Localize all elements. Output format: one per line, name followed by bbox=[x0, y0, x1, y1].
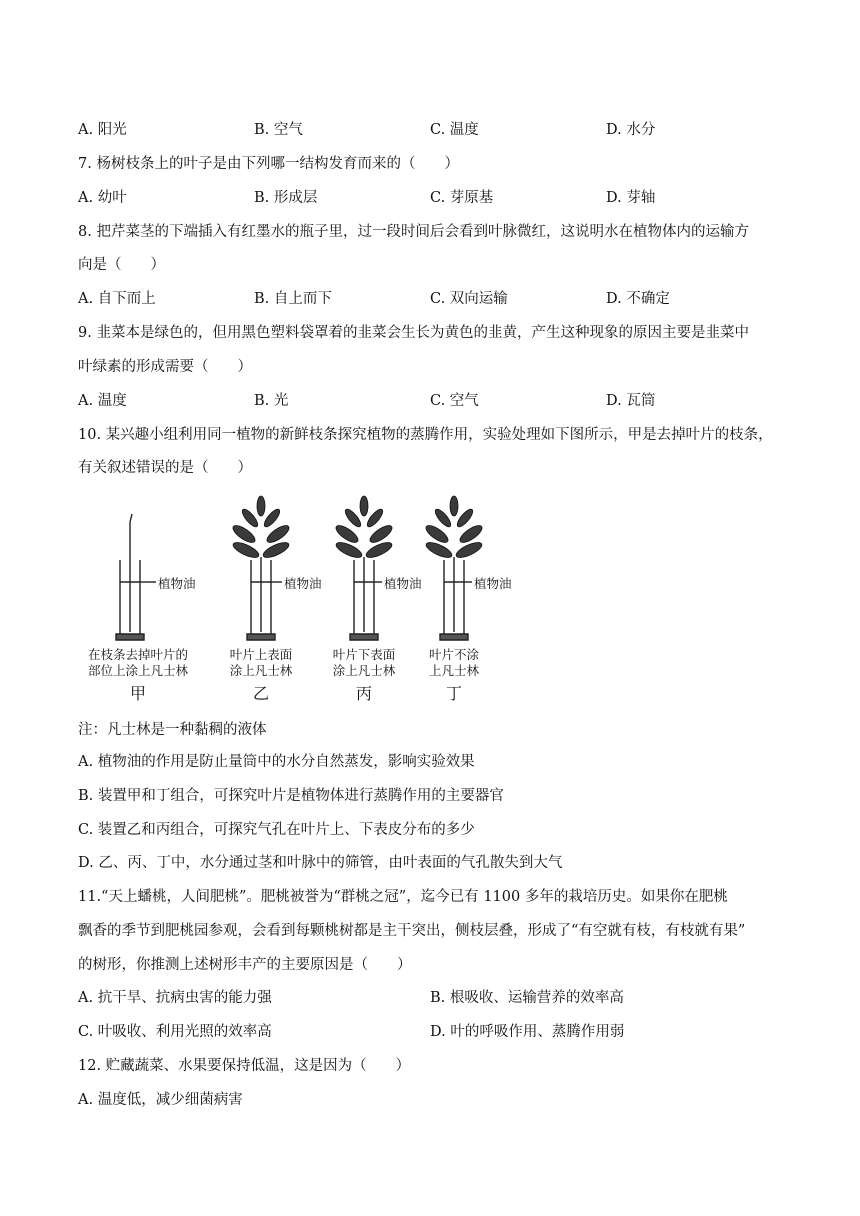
oil-label-jia: 植物油 bbox=[158, 576, 196, 591]
q11-option-a: A. 抗干旱、抗病虫害的能力强 bbox=[78, 990, 272, 1006]
q7-option-c: C. 芽原基 bbox=[430, 190, 494, 206]
q11-stem-line3: 的树形，你推测上述树形丰产的主要原因是（ ） bbox=[78, 957, 412, 973]
setup-bing-leaves bbox=[333, 496, 394, 560]
q10-note: 注：凡士林是一种黏稠的液体 bbox=[78, 722, 267, 738]
q9-stem-line2: 叶绿素的形成需要（ ） bbox=[78, 359, 252, 375]
caption-yi-line1: 叶片上表面 bbox=[229, 647, 293, 662]
transpiration-figure bbox=[78, 492, 538, 707]
q11-option-b: B. 根吸收、运输营养的效率高 bbox=[430, 990, 624, 1006]
oil-label-bing: 植物油 bbox=[384, 576, 422, 591]
q11-option-c: C. 叶吸收、利用光照的效率高 bbox=[78, 1024, 272, 1040]
q9-stem-line1: 9. 韭菜本是绿色的，但用黑色塑料袋罩着的韭菜会生长为黄色的韭黄，产生这种现象的原因主要是韭菜中 bbox=[78, 325, 749, 341]
q8-option-a: A. 自下而上 bbox=[78, 291, 156, 307]
caption-yi-line2: 涂上凡士林 bbox=[229, 663, 293, 678]
q10-option-d: D. 乙、丙、丁中，水分通过茎和叶脉中的筛管，由叶表面的气孔散失到大气 bbox=[78, 855, 563, 871]
q9-option-c: C. 空气 bbox=[430, 393, 479, 409]
q11-stem-line2: 飘香的季节到肥桃园参观，会看到每颗桃树都是主干突出，侧枝层叠，形成了“有空就有枝，有枝就有果” bbox=[78, 923, 746, 939]
tag-yi: 乙 bbox=[252, 684, 269, 703]
q7-option-d: D. 芽轴 bbox=[606, 190, 656, 206]
q10-option-b: B. 装置甲和丁组合，可探究叶片是植物体进行蒸腾作用的主要器官 bbox=[78, 788, 504, 804]
transpiration-apparatus-drawing bbox=[78, 492, 538, 652]
q8-option-c: C. 双向运输 bbox=[430, 291, 508, 307]
caption-jia-line2: 部位上涂上凡士林 bbox=[87, 663, 188, 678]
setup-ding-leaves bbox=[423, 496, 484, 560]
setup-yi-leaves bbox=[230, 496, 291, 560]
q6-option-a: A. 阳光 bbox=[78, 122, 127, 138]
q10-option-a: A. 植物油的作用是防止量筒中的水分自然蒸发，影响实验效果 bbox=[78, 754, 475, 770]
q8-stem-line1: 8. 把芹菜茎的下端插入有红墨水的瓶子里，过一段时间后会看到叶脉微红，这说明水在植物体内的运输方 bbox=[78, 224, 749, 240]
q6-option-c: C. 温度 bbox=[430, 122, 479, 138]
caption-ding-line2: 上凡士林 bbox=[428, 663, 479, 678]
q10-option-c: C. 装置乙和丙组合，可探究气孔在叶片上、下表皮分布的多少 bbox=[78, 822, 475, 838]
q7-option-a: A. 幼叶 bbox=[78, 190, 127, 206]
caption-ding-line1: 叶片不涂 bbox=[428, 647, 479, 662]
q11-stem-line1: 11.“天上蟠桃，人间肥桃”。肥桃被誉为“群桃之冠”，迄今已有 1100 多年的栽培历史。如果你在肥桃 bbox=[78, 889, 728, 905]
q6-option-d: D. 水分 bbox=[606, 122, 656, 138]
caption-bing-line2: 涂上凡士林 bbox=[332, 663, 396, 678]
q12-option-a: A. 温度低，减少细菌病害 bbox=[78, 1092, 243, 1108]
setup-ding-cylinder bbox=[440, 557, 472, 640]
caption-bing-line1: 叶片下表面 bbox=[332, 647, 396, 662]
q11-option-d: D. 叶的呼吸作用、蒸腾作用弱 bbox=[430, 1024, 625, 1040]
q8-stem-line2: 向是（ ） bbox=[78, 257, 165, 273]
setup-jia-cylinder bbox=[116, 514, 156, 640]
q6-option-b: B. 空气 bbox=[254, 122, 303, 138]
q12-stem: 12. 贮藏蔬菜、水果要保持低温，这是因为（ ） bbox=[78, 1058, 411, 1074]
q9-option-b: B. 光 bbox=[254, 393, 289, 409]
caption-jia-line1: 在枝条去掉叶片的 bbox=[87, 647, 188, 662]
setup-bing-cylinder bbox=[350, 557, 382, 640]
tag-jia: 甲 bbox=[129, 684, 146, 703]
tag-bing: 丙 bbox=[355, 684, 372, 703]
q7-option-b: B. 形成层 bbox=[254, 190, 318, 206]
setup-yi-cylinder bbox=[247, 557, 282, 640]
q9-option-a: A. 温度 bbox=[78, 393, 127, 409]
q8-option-d: D. 不确定 bbox=[606, 291, 670, 307]
q8-option-b: B. 自上而下 bbox=[254, 291, 332, 307]
q9-option-d: D. 瓦筒 bbox=[606, 393, 656, 409]
tag-ding: 丁 bbox=[445, 684, 462, 703]
q10-stem-line1: 10. 某兴趣小组利用同一植物的新鲜枝条探究植物的蒸腾作用，实验处理如下图所示，甲是去掉叶片的枝条， bbox=[78, 427, 773, 443]
q10-stem-line2: 有关叙述错误的是（ ） bbox=[78, 460, 252, 476]
q7-stem: 7. 杨树枝条上的叶子是由下列哪一结构发育而来的（ ） bbox=[78, 156, 459, 172]
oil-label-yi: 植物油 bbox=[284, 576, 322, 591]
oil-label-ding: 植物油 bbox=[474, 576, 512, 591]
